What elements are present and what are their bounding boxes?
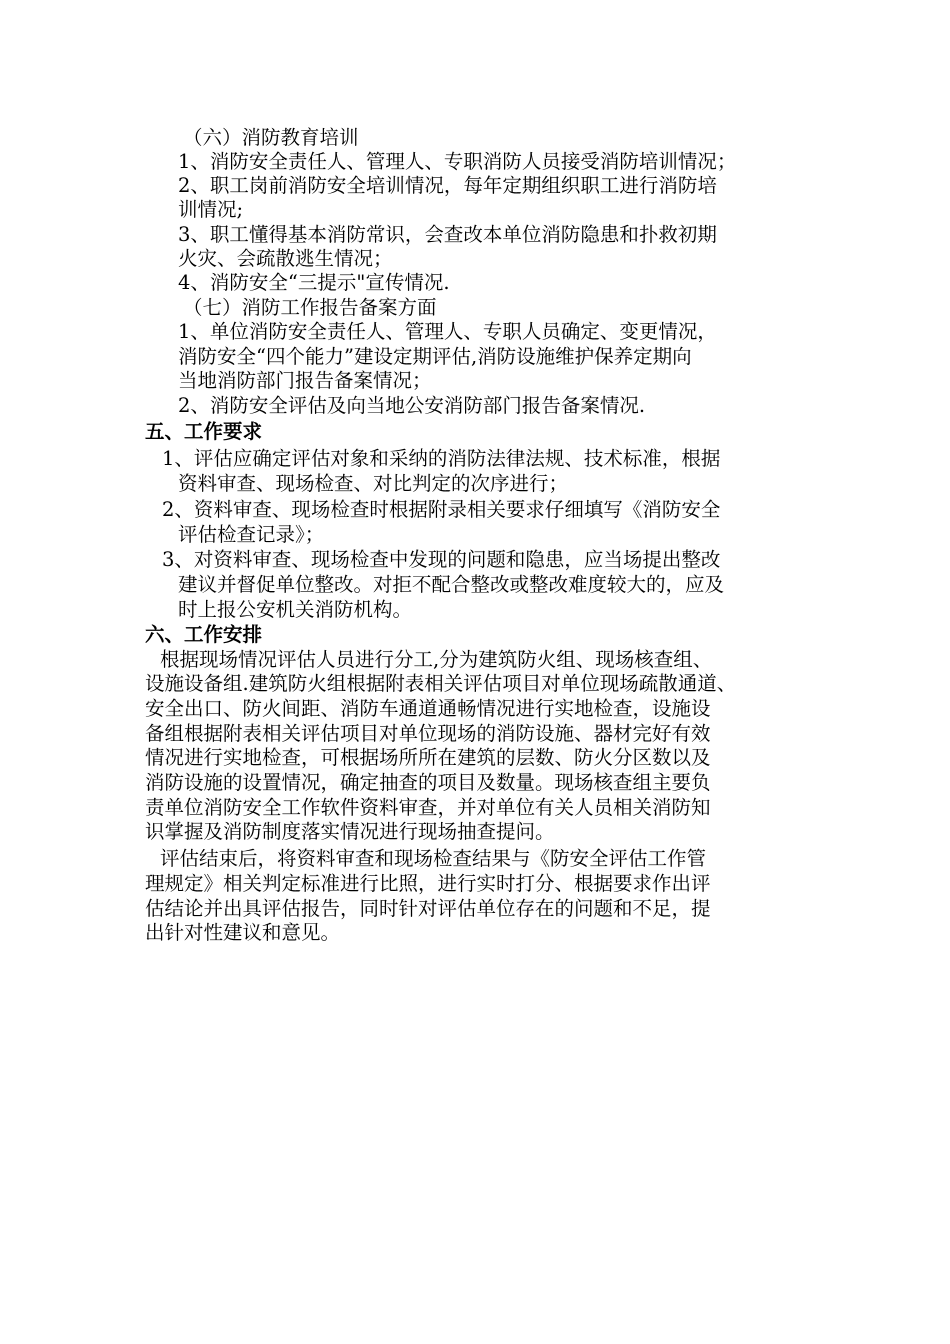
paragraph-line: 设施设备组.建筑防火组根据附表相关评估项目对单位现场疏散通道、: [145, 672, 737, 695]
list-item-continuation: 评估检查记录》；: [178, 523, 325, 546]
paragraph-line: 理规定》相关判定标准进行比照，进行实时打分、根据要求作出评: [145, 872, 711, 895]
list-item-continuation: 时上报公安机关消防机构。: [178, 598, 413, 621]
list-item-continuation: 当地消防部门报告备案情况；: [178, 369, 432, 392]
paragraph-line: 备组根据附表相关评估项目对单位现场的消防设施、器材完好有效: [145, 722, 711, 745]
paragraph-line: 责单位消防安全工作软件资料审查，并对单位有关人员相关消防知: [145, 796, 711, 819]
section-heading-arrangement: 六、工作安排: [145, 623, 263, 646]
paragraph-line: 估结论并出具评估报告，同时针对评估单位存在的问题和不足，提: [145, 897, 711, 920]
paragraph-line: 情况进行实地检查，可根据场所所在建筑的层数、防火分区数以及: [145, 746, 711, 769]
list-item: 4、消防安全“三提示"宣传情况.: [178, 271, 450, 294]
paragraph-line: 出针对性建议和意见。: [145, 921, 341, 944]
list-item-continuation: 训情况;: [178, 198, 244, 221]
list-item-continuation: 消防安全“四个能力”建设定期评估,消防设施维护保养定期向: [178, 345, 692, 368]
list-item: 1、单位消防安全责任人、管理人、专职人员确定、变更情况，: [178, 320, 717, 343]
list-item: 3、职工懂得基本消防常识，会查改本单位消防隐患和扑救初期: [178, 223, 717, 246]
subsection-heading-reporting: （七）消防工作报告备案方面: [183, 296, 437, 319]
list-item: 2、职工岗前消防安全培训情况，每年定期组织职工进行消防培: [178, 174, 717, 197]
list-item: 3、对资料审查、现场检查中发现的问题和隐患，应当场提出整改: [162, 548, 721, 571]
paragraph-line: 消防设施的设置情况，确定抽查的项目及数量。现场核查组主要负: [145, 771, 711, 794]
list-item-continuation: 资料审查、现场检查、对比判定的次序进行；: [178, 472, 569, 495]
subsection-heading-education: （六）消防教育培训: [183, 126, 359, 149]
section-heading-requirements: 五、工作要求: [145, 420, 263, 443]
list-item: 1、消防安全责任人、管理人、专职消防人员接受消防培训情况；: [178, 150, 737, 173]
list-item-continuation: 建议并督促单位整改。对拒不配合整改或整改难度较大的，应及: [178, 573, 725, 596]
list-item-continuation: 火灾、会疏散逃生情况；: [178, 247, 393, 270]
paragraph-line: 安全出口、防火间距、消防车通道通畅情况进行实地检查，设施设: [145, 697, 711, 720]
list-item: 1、评估应确定评估对象和采纳的消防法律法规、技术标准，根据: [162, 447, 721, 470]
paragraph-line: 识掌握及消防制度落实情况进行现场抽查提问。: [145, 820, 555, 843]
paragraph-line: 根据现场情况评估人员进行分工,分为建筑防火组、现场核查组、: [160, 648, 713, 671]
list-item: 2、消防安全评估及向当地公安消防部门报告备案情况.: [178, 394, 646, 417]
list-item: 2、资料审查、现场检查时根据附录相关要求仔细填写《消防安全: [162, 498, 721, 521]
paragraph-line: 评估结束后，将资料审查和现场检查结果与《防安全评估工作管: [160, 847, 707, 870]
